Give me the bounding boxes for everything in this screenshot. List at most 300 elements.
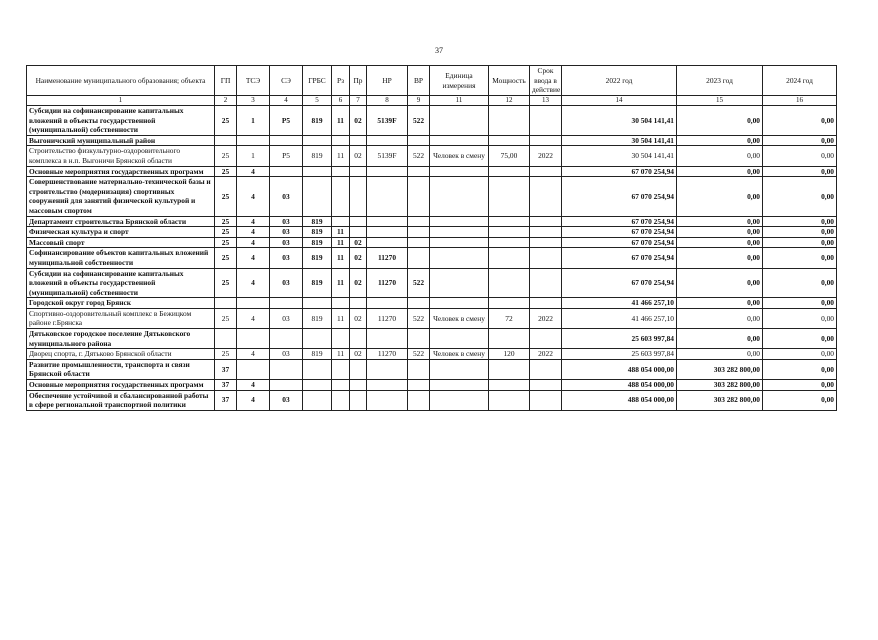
cell-amount-2022: 30 504 141,41 xyxy=(562,146,677,166)
cell-tse: 4 xyxy=(237,216,270,227)
cell-name: Дворец спорта, г. Дятьково Брянской области xyxy=(27,349,215,360)
cell-vr xyxy=(408,216,430,227)
cell-se xyxy=(270,380,303,391)
cell-unit xyxy=(430,268,489,298)
cell-pr: 02 xyxy=(350,349,367,360)
col-header-rz: Рз xyxy=(332,66,350,96)
cell-amount-2022: 67 070 254,94 xyxy=(562,166,677,177)
cell-grbs xyxy=(303,166,332,177)
cell-tse: 4 xyxy=(237,237,270,248)
table-row xyxy=(27,268,837,298)
cell-grbs: 819 xyxy=(303,248,332,268)
cell-pr xyxy=(350,380,367,391)
cell-amount-2023: 0,00 xyxy=(677,308,763,328)
cell-gp: 25 xyxy=(215,349,237,360)
cell-rz xyxy=(332,359,350,379)
budget-table xyxy=(26,65,837,411)
cell-amount-2024: 0,00 xyxy=(763,227,837,238)
cell-nr xyxy=(367,216,408,227)
cell-se: 03 xyxy=(270,308,303,328)
cell-commissioning xyxy=(530,227,562,238)
cell-vr xyxy=(408,390,430,410)
cell-amount-2024: 0,00 xyxy=(763,349,837,360)
cell-tse: 4 xyxy=(237,248,270,268)
cell-capacity xyxy=(489,177,530,216)
col-header-2024: 2024 год xyxy=(763,66,837,96)
cell-name: Дятьковское городское поселение Дятьковского муниципального района xyxy=(27,329,215,349)
cell-se xyxy=(270,329,303,349)
cell-rz xyxy=(332,298,350,309)
cell-vr xyxy=(408,329,430,349)
cell-nr xyxy=(367,166,408,177)
cell-rz: 11 xyxy=(332,248,350,268)
cell-vr xyxy=(408,380,430,391)
table-row xyxy=(27,237,837,248)
cell-grbs: 819 xyxy=(303,216,332,227)
col-header-nr: НР xyxy=(367,66,408,96)
cell-unit xyxy=(430,166,489,177)
cell-grbs xyxy=(303,329,332,349)
cell-unit xyxy=(430,227,489,238)
cell-commissioning xyxy=(530,166,562,177)
table-row xyxy=(27,216,837,227)
cell-se: 03 xyxy=(270,177,303,216)
cell-unit xyxy=(430,380,489,391)
cell-rz xyxy=(332,177,350,216)
cell-gp: 25 xyxy=(215,248,237,268)
cell-commissioning xyxy=(530,298,562,309)
cell-tse: 4 xyxy=(237,349,270,360)
cell-amount-2023: 0,00 xyxy=(677,268,763,298)
cell-amount-2022: 67 070 254,94 xyxy=(562,248,677,268)
cell-gp xyxy=(215,135,237,146)
table-row xyxy=(27,227,837,238)
col-header-vr: ВР xyxy=(408,66,430,96)
cell-rz xyxy=(332,380,350,391)
cell-gp: 25 xyxy=(215,237,237,248)
cell-unit xyxy=(430,135,489,146)
cell-nr xyxy=(367,329,408,349)
col-header-name: Наименование муниципального образования; объекта xyxy=(27,66,215,96)
cell-amount-2023: 0,00 xyxy=(677,166,763,177)
cell-name: Физическая культура и спорт xyxy=(27,227,215,238)
cell-se: 03 xyxy=(270,216,303,227)
col-header-se: СЭ xyxy=(270,66,303,96)
cell-gp: 25 xyxy=(215,268,237,298)
col-header-commissioning: Срок ввода в действие xyxy=(530,66,562,96)
cell-amount-2024: 0,00 xyxy=(763,268,837,298)
cell-se xyxy=(270,166,303,177)
cell-grbs xyxy=(303,359,332,379)
cell-gp: 25 xyxy=(215,308,237,328)
cell-commissioning xyxy=(530,380,562,391)
cell-unit: Человек в смену xyxy=(430,349,489,360)
cell-nr xyxy=(367,135,408,146)
cell-capacity xyxy=(489,359,530,379)
cell-grbs: 819 xyxy=(303,237,332,248)
cell-pr: 02 xyxy=(350,268,367,298)
cell-se: 03 xyxy=(270,349,303,360)
col-header-2023: 2023 год xyxy=(677,66,763,96)
cell-pr xyxy=(350,298,367,309)
table-row xyxy=(27,298,837,309)
cell-pr xyxy=(350,135,367,146)
cell-capacity xyxy=(489,268,530,298)
cell-gp: 25 xyxy=(215,166,237,177)
cell-grbs: 819 xyxy=(303,268,332,298)
cell-grbs: 819 xyxy=(303,308,332,328)
cell-commissioning: 2022 xyxy=(530,308,562,328)
cell-pr: 02 xyxy=(350,146,367,166)
cell-gp: 37 xyxy=(215,390,237,410)
cell-amount-2022: 67 070 254,94 xyxy=(562,237,677,248)
cell-gp xyxy=(215,298,237,309)
column-number: 6 xyxy=(332,96,350,106)
cell-grbs xyxy=(303,380,332,391)
cell-name: Совершенствование материально-технической базы и строительство (модернизация) спортивных сооружений для занятий физической культурой и массовым спортом xyxy=(27,177,215,216)
column-number: 2 xyxy=(215,96,237,106)
cell-capacity xyxy=(489,329,530,349)
column-number: 9 xyxy=(408,96,430,106)
cell-se: 03 xyxy=(270,227,303,238)
cell-se: 03 xyxy=(270,390,303,410)
cell-amount-2023: 0,00 xyxy=(677,227,763,238)
cell-commissioning xyxy=(530,237,562,248)
cell-tse: 4 xyxy=(237,177,270,216)
cell-amount-2024: 0,00 xyxy=(763,329,837,349)
cell-amount-2022: 67 070 254,94 xyxy=(562,227,677,238)
cell-amount-2023: 303 282 800,00 xyxy=(677,380,763,391)
cell-commissioning xyxy=(530,390,562,410)
cell-vr xyxy=(408,177,430,216)
cell-vr: 522 xyxy=(408,106,430,136)
cell-amount-2023: 0,00 xyxy=(677,146,763,166)
cell-name: Строительство физкультурно-оздоровительного комплекса в н.п. Выгоничи Брянской области xyxy=(27,146,215,166)
cell-commissioning xyxy=(530,216,562,227)
cell-vr xyxy=(408,298,430,309)
column-number: 3 xyxy=(237,96,270,106)
cell-amount-2024: 0,00 xyxy=(763,359,837,379)
cell-amount-2023: 303 282 800,00 xyxy=(677,359,763,379)
cell-grbs xyxy=(303,135,332,146)
cell-capacity: 72 xyxy=(489,308,530,328)
cell-name: Городской округ город Брянск xyxy=(27,298,215,309)
cell-amount-2022: 488 054 000,00 xyxy=(562,390,677,410)
cell-grbs xyxy=(303,390,332,410)
col-header-capacity: Мощность xyxy=(489,66,530,96)
cell-pr: 02 xyxy=(350,237,367,248)
cell-pr xyxy=(350,166,367,177)
cell-amount-2024: 0,00 xyxy=(763,146,837,166)
cell-nr xyxy=(367,227,408,238)
column-number: 12 xyxy=(489,96,530,106)
cell-amount-2024: 0,00 xyxy=(763,237,837,248)
cell-name: Выгоничский муниципальный район xyxy=(27,135,215,146)
cell-rz xyxy=(332,216,350,227)
cell-unit xyxy=(430,248,489,268)
cell-capacity xyxy=(489,135,530,146)
cell-vr xyxy=(408,359,430,379)
cell-amount-2024: 0,00 xyxy=(763,177,837,216)
cell-nr: 11270 xyxy=(367,268,408,298)
cell-pr xyxy=(350,227,367,238)
cell-tse: 4 xyxy=(237,166,270,177)
cell-gp: 37 xyxy=(215,359,237,379)
cell-nr: 11270 xyxy=(367,308,408,328)
cell-gp xyxy=(215,329,237,349)
cell-grbs: 819 xyxy=(303,349,332,360)
table-row xyxy=(27,177,837,216)
table-row xyxy=(27,349,837,360)
cell-grbs xyxy=(303,298,332,309)
cell-name: Основные мероприятия государственных программ xyxy=(27,166,215,177)
cell-capacity xyxy=(489,298,530,309)
cell-se xyxy=(270,135,303,146)
column-number: 8 xyxy=(367,96,408,106)
cell-unit: Человек в смену xyxy=(430,308,489,328)
cell-pr: 02 xyxy=(350,248,367,268)
cell-amount-2024: 0,00 xyxy=(763,308,837,328)
cell-nr xyxy=(367,298,408,309)
cell-amount-2022: 41 466 257,10 xyxy=(562,308,677,328)
cell-capacity xyxy=(489,227,530,238)
cell-gp: 37 xyxy=(215,380,237,391)
header-row xyxy=(27,66,837,96)
cell-grbs xyxy=(303,177,332,216)
cell-vr xyxy=(408,135,430,146)
cell-amount-2024: 0,00 xyxy=(763,106,837,136)
cell-unit xyxy=(430,216,489,227)
cell-name: Субсидии на софинансирование капитальных вложений в объекты государственной (муниципальной) собственности xyxy=(27,106,215,136)
cell-amount-2024: 0,00 xyxy=(763,298,837,309)
cell-unit xyxy=(430,329,489,349)
page-number: 37 xyxy=(435,46,443,55)
cell-se: 03 xyxy=(270,237,303,248)
cell-amount-2024: 0,00 xyxy=(763,135,837,146)
cell-pr xyxy=(350,390,367,410)
cell-amount-2024: 0,00 xyxy=(763,380,837,391)
cell-amount-2022: 67 070 254,94 xyxy=(562,216,677,227)
cell-se xyxy=(270,298,303,309)
cell-commissioning xyxy=(530,268,562,298)
cell-vr: 522 xyxy=(408,308,430,328)
cell-amount-2022: 488 054 000,00 xyxy=(562,359,677,379)
cell-name: Массовый спорт xyxy=(27,237,215,248)
cell-capacity xyxy=(489,216,530,227)
cell-pr xyxy=(350,177,367,216)
cell-capacity xyxy=(489,237,530,248)
cell-name: Субсидии на софинансирование капитальных вложений в объекты государственной (муниципальной) собственности xyxy=(27,268,215,298)
column-number: 16 xyxy=(763,96,837,106)
cell-name: Основные мероприятия государственных программ xyxy=(27,380,215,391)
table-row xyxy=(27,146,837,166)
cell-amount-2023: 0,00 xyxy=(677,248,763,268)
cell-nr: 11270 xyxy=(367,248,408,268)
cell-amount-2023: 0,00 xyxy=(677,135,763,146)
cell-vr xyxy=(408,237,430,248)
cell-amount-2024: 0,00 xyxy=(763,166,837,177)
cell-unit xyxy=(430,237,489,248)
cell-amount-2022: 41 466 257,10 xyxy=(562,298,677,309)
table-row xyxy=(27,329,837,349)
cell-amount-2023: 0,00 xyxy=(677,237,763,248)
table-row xyxy=(27,308,837,328)
cell-rz: 11 xyxy=(332,106,350,136)
cell-gp: 25 xyxy=(215,227,237,238)
col-header-unit: Единица измерения xyxy=(430,66,489,96)
cell-amount-2024: 0,00 xyxy=(763,390,837,410)
cell-pr xyxy=(350,216,367,227)
cell-rz: 11 xyxy=(332,237,350,248)
cell-grbs: 819 xyxy=(303,106,332,136)
cell-amount-2023: 0,00 xyxy=(677,177,763,216)
cell-commissioning xyxy=(530,248,562,268)
cell-unit xyxy=(430,106,489,136)
cell-amount-2023: 303 282 800,00 xyxy=(677,390,763,410)
cell-rz: 11 xyxy=(332,349,350,360)
cell-vr xyxy=(408,248,430,268)
table-row xyxy=(27,135,837,146)
cell-amount-2022: 30 504 141,41 xyxy=(562,135,677,146)
cell-unit: Человек в смену xyxy=(430,146,489,166)
column-number: 1 xyxy=(27,96,215,106)
cell-name: Софинансирование объектов капитальных вложений муниципальной собственности xyxy=(27,248,215,268)
cell-tse xyxy=(237,359,270,379)
cell-commissioning xyxy=(530,359,562,379)
table-row xyxy=(27,359,837,379)
cell-nr: 5139F xyxy=(367,146,408,166)
cell-nr xyxy=(367,177,408,216)
cell-unit xyxy=(430,177,489,216)
cell-capacity xyxy=(489,390,530,410)
cell-commissioning xyxy=(530,177,562,216)
cell-vr: 522 xyxy=(408,349,430,360)
column-number: 15 xyxy=(677,96,763,106)
cell-unit xyxy=(430,390,489,410)
cell-tse: 4 xyxy=(237,390,270,410)
cell-rz: 11 xyxy=(332,227,350,238)
cell-se xyxy=(270,359,303,379)
cell-pr xyxy=(350,359,367,379)
cell-name: Обеспечение устойчивой и сбалансированной работы в сфере региональной транспортной политики xyxy=(27,390,215,410)
cell-name: Спортивно-оздоровительный комплекс в Бежицком районе г.Брянска xyxy=(27,308,215,328)
cell-nr xyxy=(367,237,408,248)
cell-nr: 5139F xyxy=(367,106,408,136)
col-header-tse: ТСЭ xyxy=(237,66,270,96)
table-row xyxy=(27,166,837,177)
cell-tse: 4 xyxy=(237,227,270,238)
cell-commissioning xyxy=(530,106,562,136)
cell-amount-2023: 0,00 xyxy=(677,349,763,360)
cell-tse xyxy=(237,298,270,309)
cell-capacity xyxy=(489,106,530,136)
cell-vr: 522 xyxy=(408,268,430,298)
column-number: 5 xyxy=(303,96,332,106)
col-header-2022: 2022 год xyxy=(562,66,677,96)
column-number-row xyxy=(27,96,837,106)
cell-tse xyxy=(237,329,270,349)
cell-amount-2022: 488 054 000,00 xyxy=(562,380,677,391)
cell-unit xyxy=(430,298,489,309)
cell-amount-2023: 0,00 xyxy=(677,216,763,227)
cell-amount-2022: 67 070 254,94 xyxy=(562,177,677,216)
column-number: 14 xyxy=(562,96,677,106)
cell-gp: 25 xyxy=(215,106,237,136)
cell-name: Департамент строительства Брянской области xyxy=(27,216,215,227)
cell-se: Р5 xyxy=(270,106,303,136)
cell-amount-2024: 0,00 xyxy=(763,248,837,268)
cell-vr xyxy=(408,166,430,177)
cell-name: Развитие промышленности, транспорта и связи Брянской области xyxy=(27,359,215,379)
cell-vr: 522 xyxy=(408,146,430,166)
cell-capacity: 120 xyxy=(489,349,530,360)
cell-rz xyxy=(332,329,350,349)
table-row xyxy=(27,248,837,268)
cell-gp: 25 xyxy=(215,146,237,166)
cell-se: Р5 xyxy=(270,146,303,166)
col-header-grbs: ГРБС xyxy=(303,66,332,96)
cell-rz xyxy=(332,135,350,146)
cell-commissioning xyxy=(530,135,562,146)
column-number: 11 xyxy=(430,96,489,106)
cell-tse: 1 xyxy=(237,106,270,136)
cell-nr xyxy=(367,359,408,379)
cell-amount-2023: 0,00 xyxy=(677,298,763,309)
cell-tse: 1 xyxy=(237,146,270,166)
cell-rz xyxy=(332,166,350,177)
cell-gp: 25 xyxy=(215,177,237,216)
cell-capacity: 75,00 xyxy=(489,146,530,166)
cell-tse xyxy=(237,135,270,146)
cell-commissioning: 2022 xyxy=(530,146,562,166)
table-row xyxy=(27,106,837,136)
cell-se: 03 xyxy=(270,248,303,268)
cell-tse: 4 xyxy=(237,308,270,328)
cell-nr: 11270 xyxy=(367,349,408,360)
cell-amount-2022: 30 504 141,41 xyxy=(562,106,677,136)
cell-grbs: 819 xyxy=(303,227,332,238)
cell-amount-2023: 0,00 xyxy=(677,106,763,136)
cell-pr: 02 xyxy=(350,106,367,136)
cell-amount-2022: 25 603 997,84 xyxy=(562,349,677,360)
column-number: 7 xyxy=(350,96,367,106)
table-row xyxy=(27,380,837,391)
cell-rz: 11 xyxy=(332,308,350,328)
cell-capacity xyxy=(489,166,530,177)
cell-rz xyxy=(332,390,350,410)
cell-unit xyxy=(430,359,489,379)
cell-nr xyxy=(367,380,408,391)
cell-vr xyxy=(408,227,430,238)
cell-capacity xyxy=(489,380,530,391)
cell-rz: 11 xyxy=(332,146,350,166)
column-number: 4 xyxy=(270,96,303,106)
cell-grbs: 819 xyxy=(303,146,332,166)
cell-se: 03 xyxy=(270,268,303,298)
cell-gp: 25 xyxy=(215,216,237,227)
cell-pr xyxy=(350,329,367,349)
cell-pr: 02 xyxy=(350,308,367,328)
cell-tse: 4 xyxy=(237,380,270,391)
cell-tse: 4 xyxy=(237,268,270,298)
cell-capacity xyxy=(489,248,530,268)
col-header-pr: Пр xyxy=(350,66,367,96)
table-row xyxy=(27,390,837,410)
cell-amount-2024: 0,00 xyxy=(763,216,837,227)
cell-commissioning: 2022 xyxy=(530,349,562,360)
cell-rz: 11 xyxy=(332,268,350,298)
cell-amount-2022: 25 603 997,84 xyxy=(562,329,677,349)
